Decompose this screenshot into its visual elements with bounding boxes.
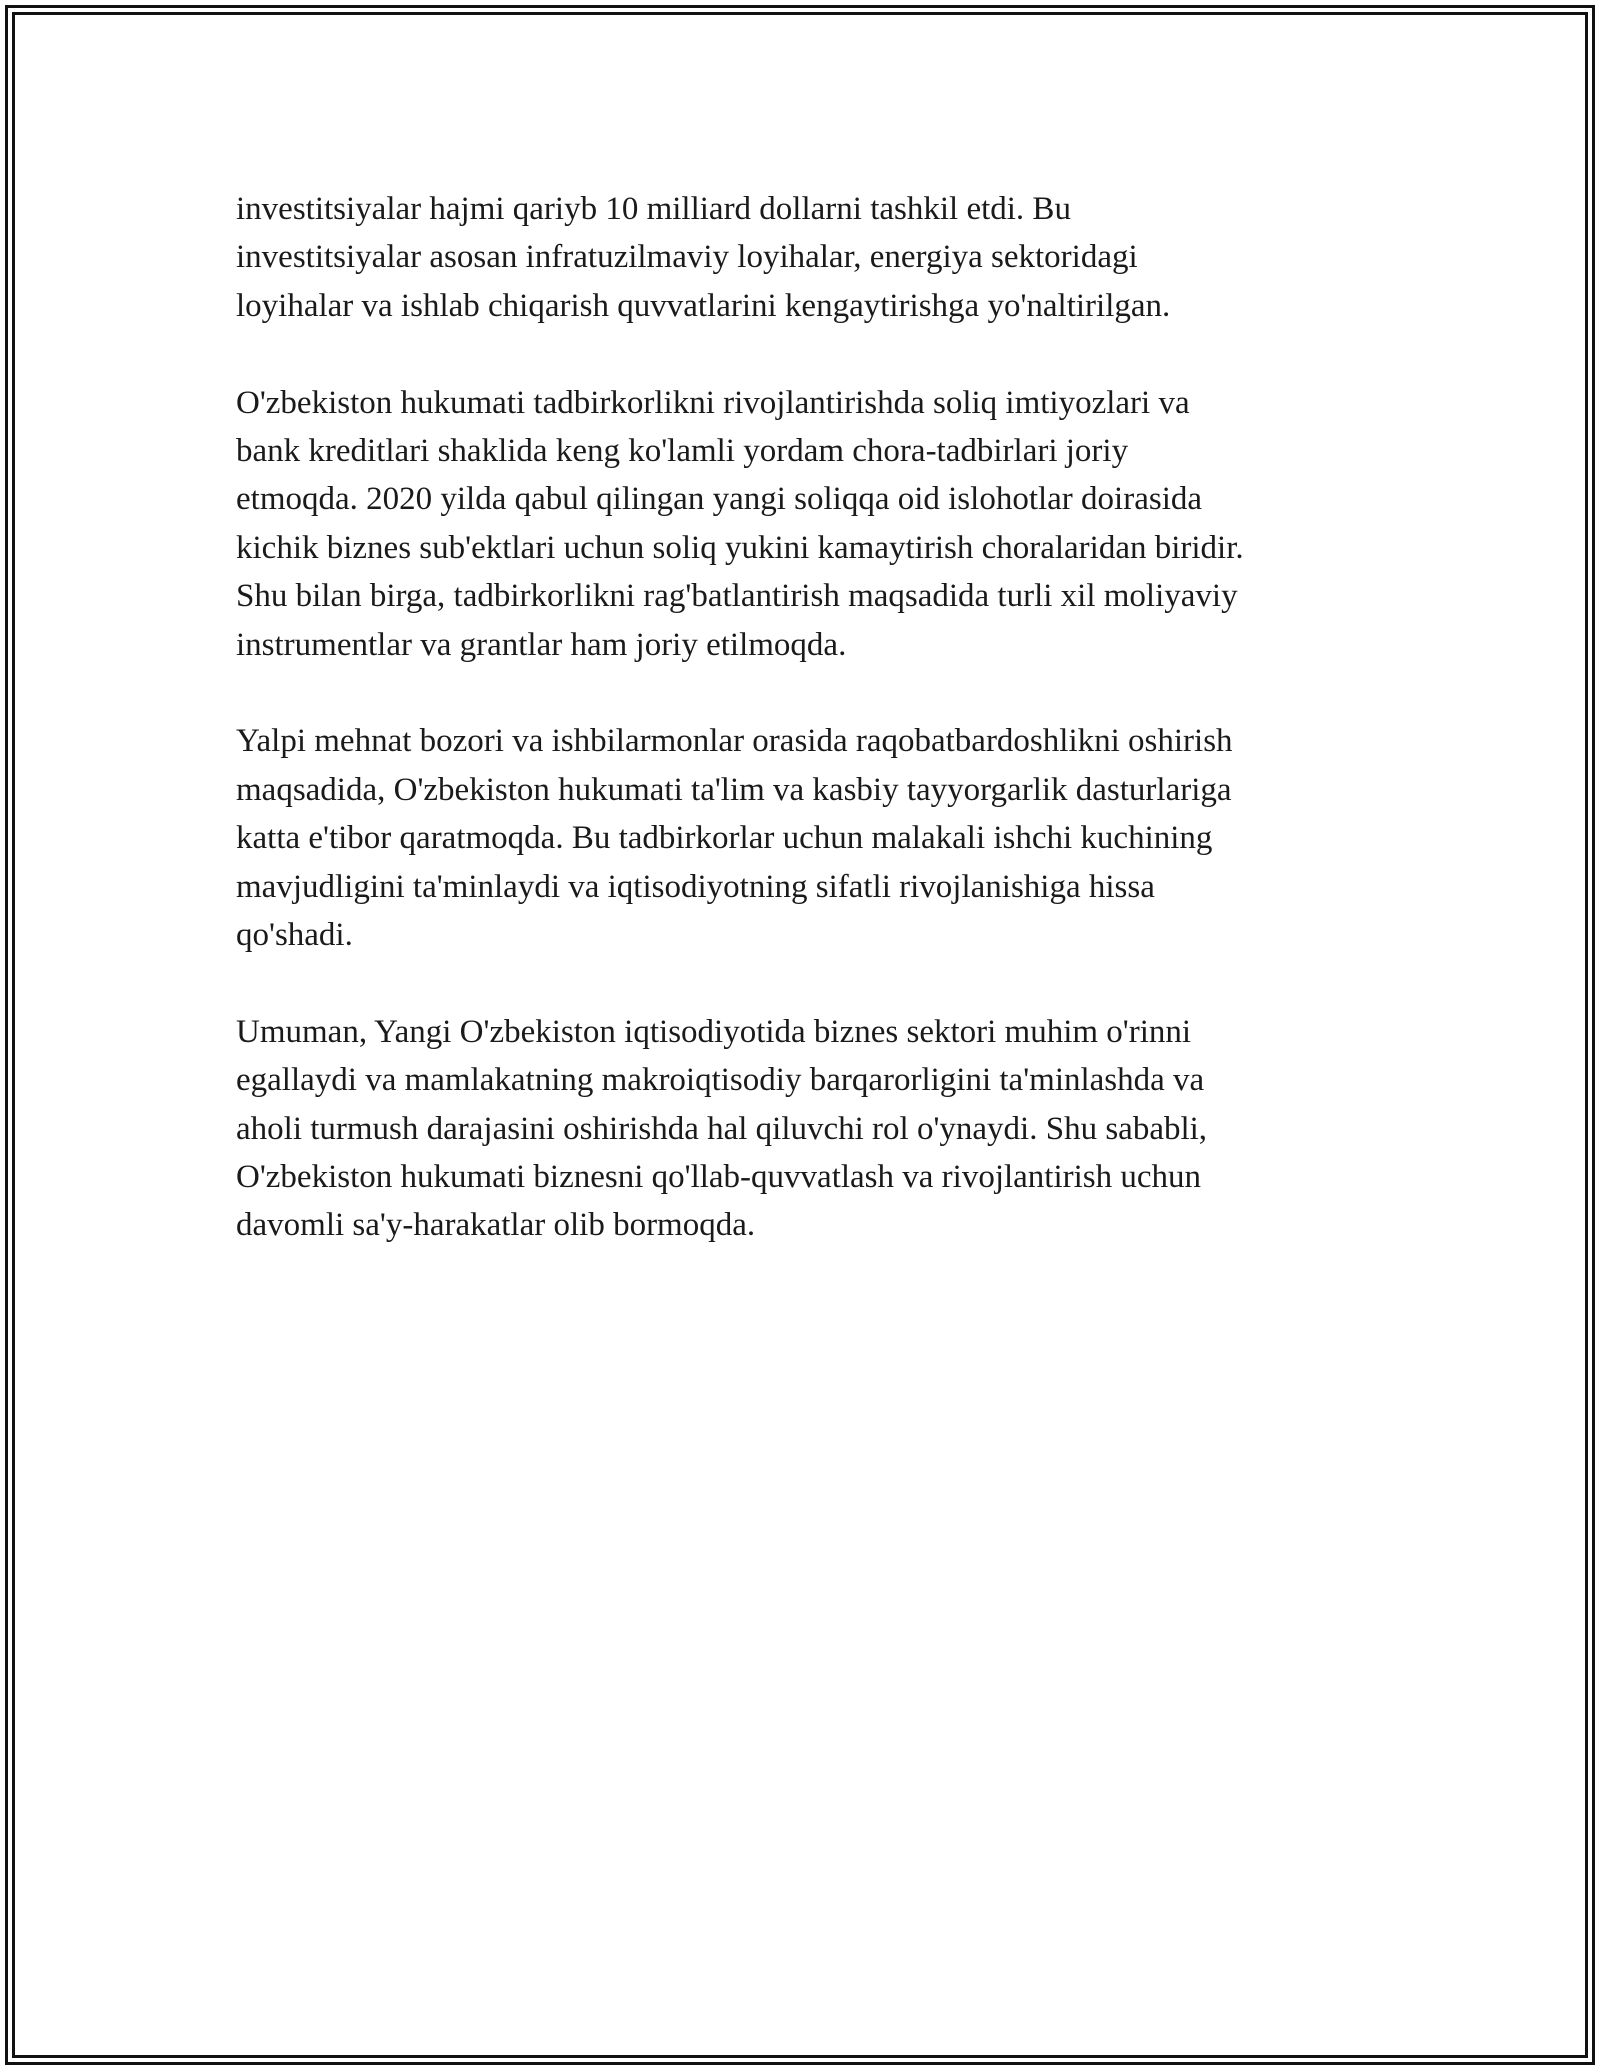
text-line: instrumentlar va grantlar ham joriy etilmoqda. <box>236 626 847 663</box>
text-line: O'zbekiston hukumati tadbirkorlikni rivojlantirishda soliq imtiyozlari va <box>236 384 1190 421</box>
paragraph-investments <box>236 185 1376 330</box>
text-line: Umuman, Yangi O'zbekiston iqtisodiyotida biznes sektori muhim o'rinni <box>236 1013 1192 1050</box>
text-line: bank kreditlari shaklida keng ko'lamli yordam chora-tadbirlari joriy <box>236 433 1129 470</box>
text-line: davomli sa'y-harakatlar olib bormoqda. <box>236 1207 756 1244</box>
text-line: aholi turmush darajasini oshirishda hal qiluvchi rol o'ynaydi. Shu sababli, <box>236 1110 1208 1147</box>
text-line: investitsiyalar asosan infratuzilmaviy loyihalar, energiya sektoridagi <box>236 239 1138 276</box>
text-line: etmoqda. 2020 yilda qabul qilingan yangi soliqqa oid islohotlar doirasida <box>236 481 1203 518</box>
text-line: katta e'tibor qaratmoqda. Bu tadbirkorlar uchun malakali ishchi kuchining <box>236 820 1213 857</box>
text-line: Shu bilan birga, tadbirkorlikni rag'batlantirish maqsadida turli xil moliyaviy <box>236 578 1238 615</box>
text-line: loyihalar va ishlab chiqarish quvvatlarini kengaytirishga yo'naltirilgan. <box>236 287 1171 324</box>
text-line: investitsiyalar hajmi qariyb 10 milliard dollarni tashkil etdi. Bu <box>236 191 1071 227</box>
text-line: O'zbekiston hukumati biznesni qo'llab-quvvatlash va rivojlantirish uchun <box>236 1159 1202 1196</box>
text-line: maqsadida, O'zbekiston hukumati ta'lim va kasbiy tayyorgarlik dasturlariga <box>236 771 1232 808</box>
document-body <box>236 185 1376 1298</box>
paragraph-conclusion <box>236 1008 1376 1250</box>
text-line: Yalpi mehnat bozori va ishbilarmonlar orasida raqobatbardoshlikni oshirish <box>236 723 1233 760</box>
text-line: egallaydi va mamlakatning makroiqtisodiy barqarorligini ta'minlashda va <box>236 1062 1205 1099</box>
paragraph-government-support <box>236 379 1376 669</box>
paragraph-education <box>236 717 1376 959</box>
text-line: qo'shadi. <box>236 917 353 954</box>
text-line: kichik biznes sub'ektlari uchun soliq yukini kamaytirish choralaridan biridir. <box>236 529 1244 566</box>
text-line: mavjudligini ta'minlaydi va iqtisodiyotning sifatli rivojlanishiga hissa <box>236 868 1155 905</box>
